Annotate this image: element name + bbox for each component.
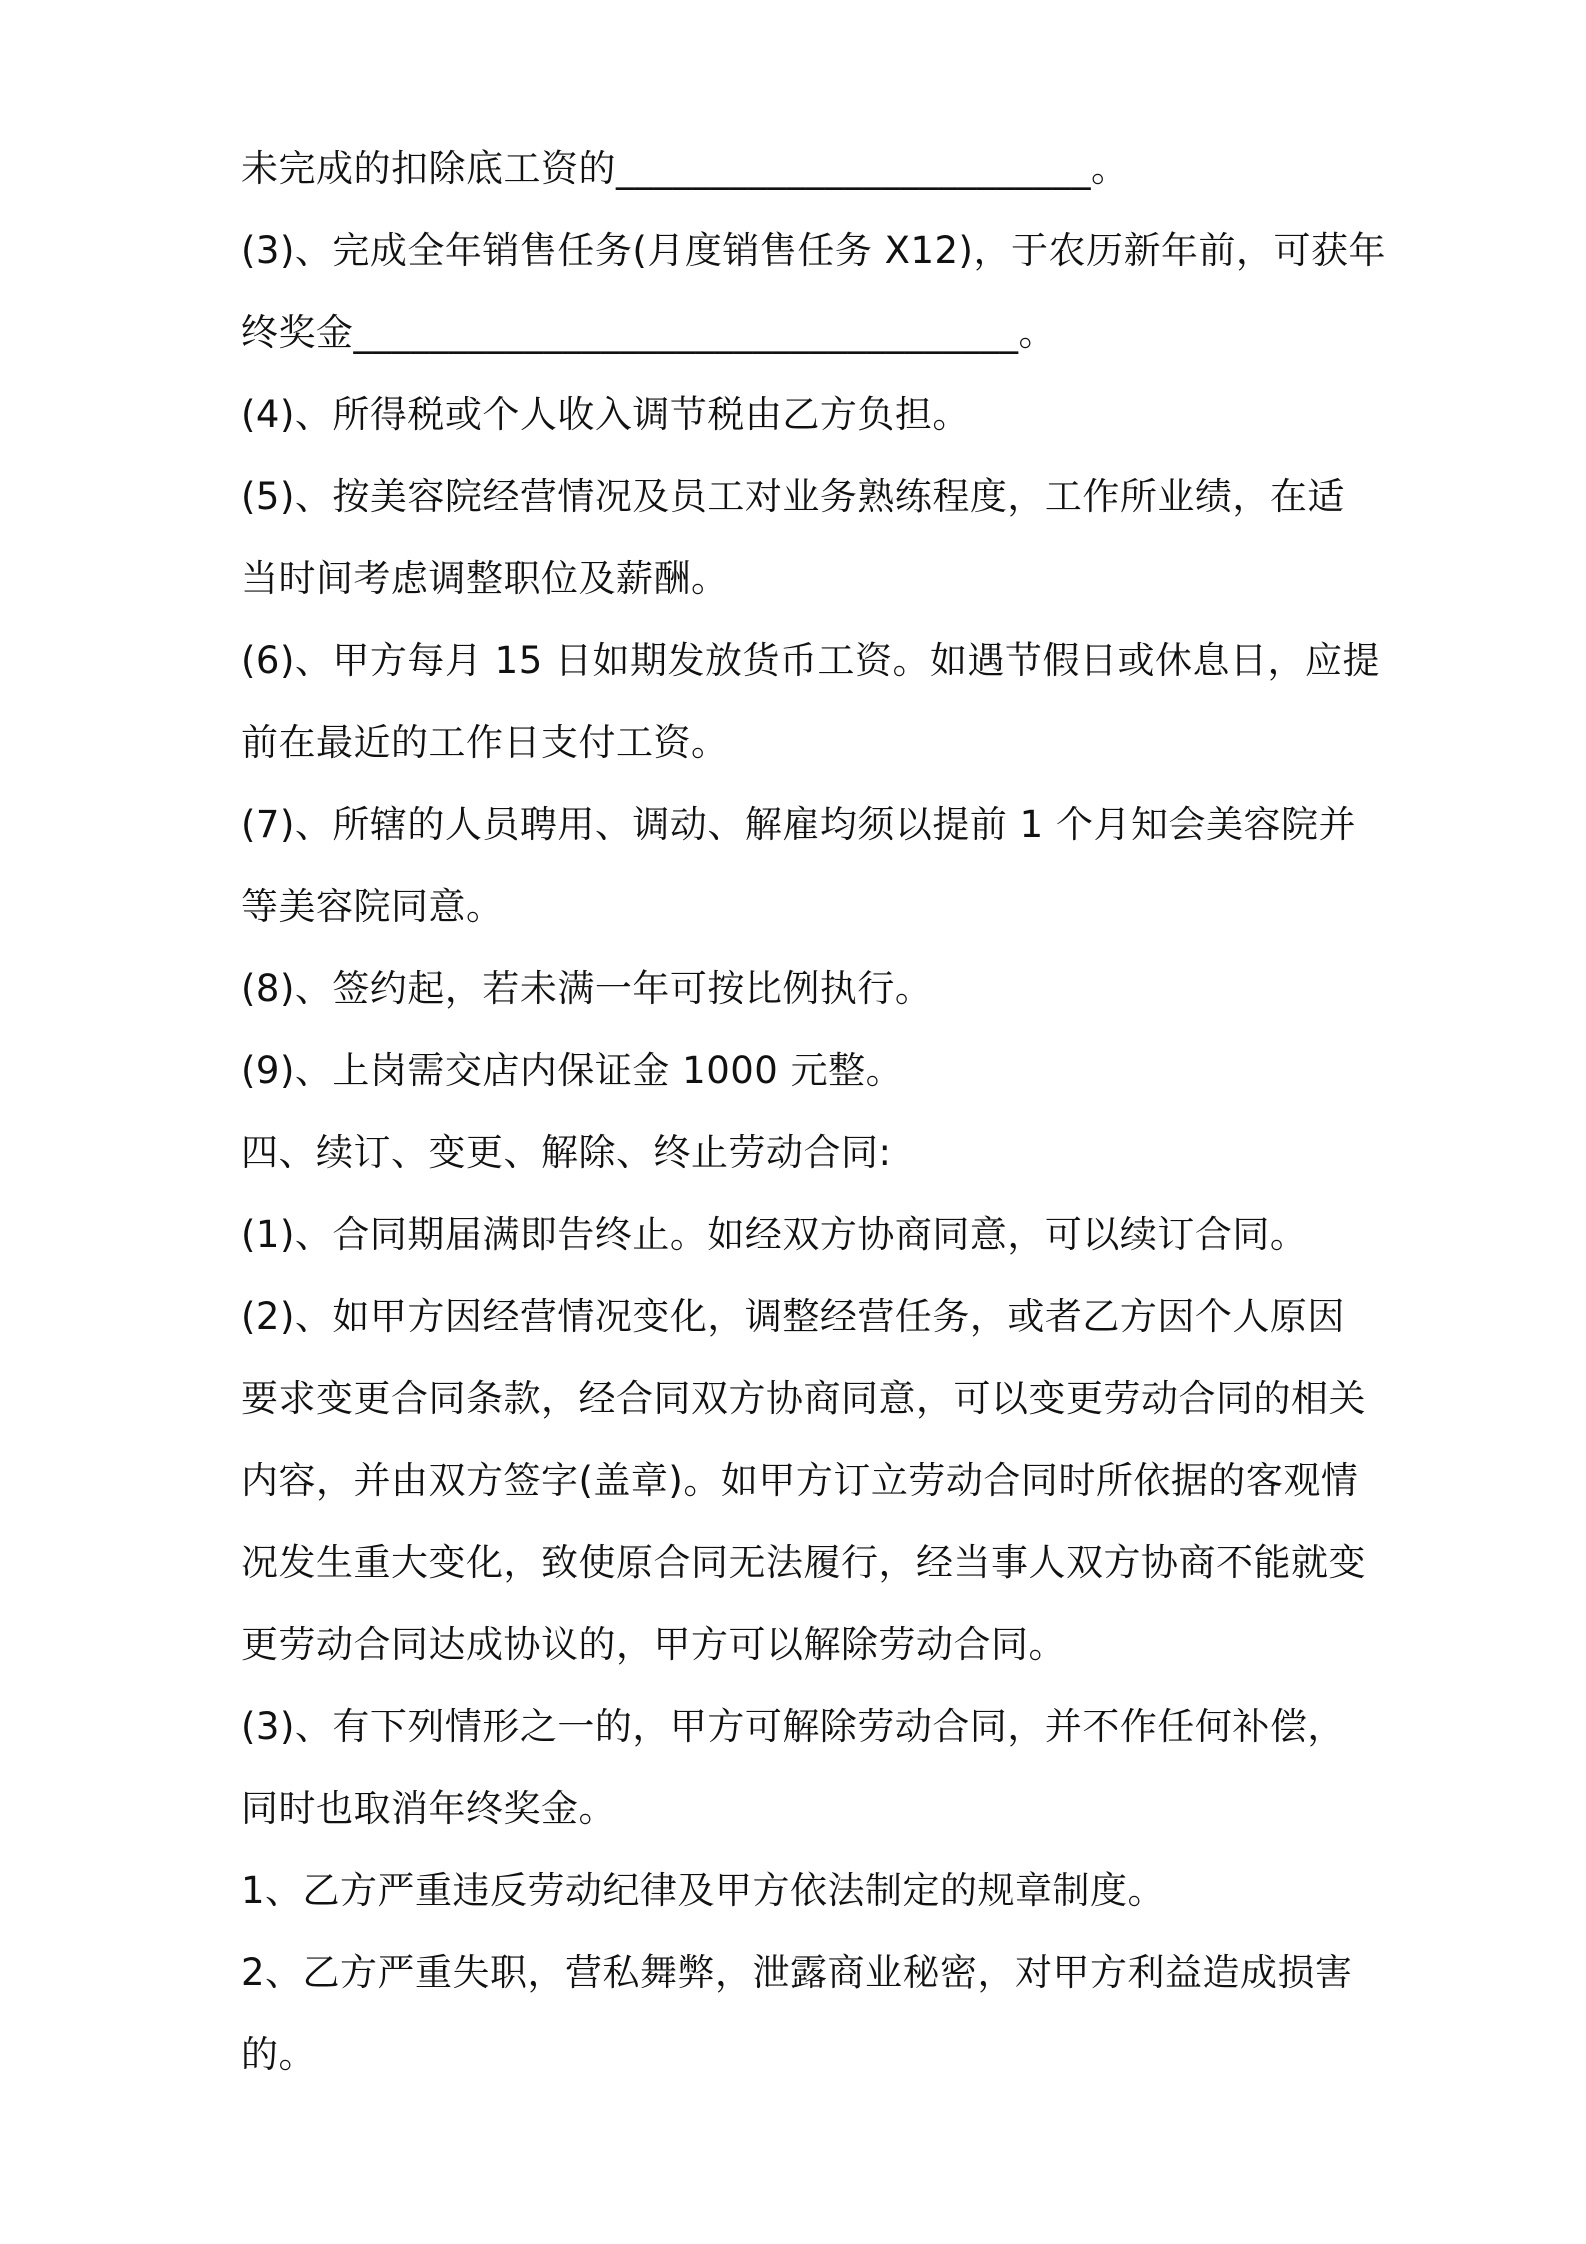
- text-line: 当时间考虑调整职位及薪酬。: [241, 557, 729, 600]
- text-line: (1)、合同期届满即告终止。如经双方协商同意，可以续订合同。: [241, 1213, 1308, 1256]
- text-line: 更劳动合同达成协议的，甲方可以解除劳动合同。: [241, 1623, 1066, 1666]
- text-line: (3)、完成全年销售任务(月度销售任务 X12)，于农历新年前，可获年: [241, 229, 1386, 272]
- text-line: (4)、所得税或个人收入调节税由乙方负担。: [241, 393, 970, 436]
- text-line: 况发生重大变化，致使原合同无法履行，经当事人双方协商不能就变: [241, 1541, 1366, 1584]
- text-line: 未完成的扣除底工资的_________________________。: [241, 147, 1129, 190]
- text-line: 内容，并由双方签字(盖章)。如甲方订立劳动合同时所依据的客观情: [241, 1459, 1359, 1502]
- text-line: 终奖金___________________________________。: [241, 311, 1056, 354]
- text-line: 2、乙方严重失职，营私舞弊，泄露商业秘密，对甲方利益造成损害: [241, 1951, 1353, 1994]
- text-line: (3)、有下列情形之一的，甲方可解除劳动合同，并不作任何补偿，: [241, 1705, 1345, 1748]
- text-line: (6)、甲方每月 15 日如期发放货币工资。如遇节假日或休息日，应提: [241, 639, 1381, 682]
- text-line: (7)、所辖的人员聘用、调动、解雇均须以提前 1 个月知会美容院并: [241, 803, 1356, 846]
- document-body: [241, 128, 1386, 2096]
- text-line: (8)、签约起，若未满一年可按比例执行。: [241, 967, 933, 1010]
- text-line: (9)、上岗需交店内保证金 1000 元整。: [241, 1049, 904, 1092]
- text-line: 要求变更合同条款，经合同双方协商同意，可以变更劳动合同的相关: [241, 1377, 1366, 1420]
- text-line: (2)、如甲方因经营情况变化，调整经营任务，或者乙方因个人原因: [241, 1295, 1345, 1338]
- text-line: (5)、按美容院经营情况及员工对业务熟练程度，工作所业绩，在适: [241, 475, 1345, 518]
- text-line: 前在最近的工作日支付工资。: [241, 721, 729, 764]
- text-line: 1、乙方严重违反劳动纪律及甲方依法制定的规章制度。: [241, 1869, 1166, 1912]
- text-line: 的。: [241, 2033, 316, 2076]
- text-line: 同时也取消年终奖金。: [241, 1787, 616, 1830]
- text-line: 等美容院同意。: [241, 885, 504, 928]
- section-heading: 四、续订、变更、解除、终止劳动合同:: [241, 1131, 892, 1174]
